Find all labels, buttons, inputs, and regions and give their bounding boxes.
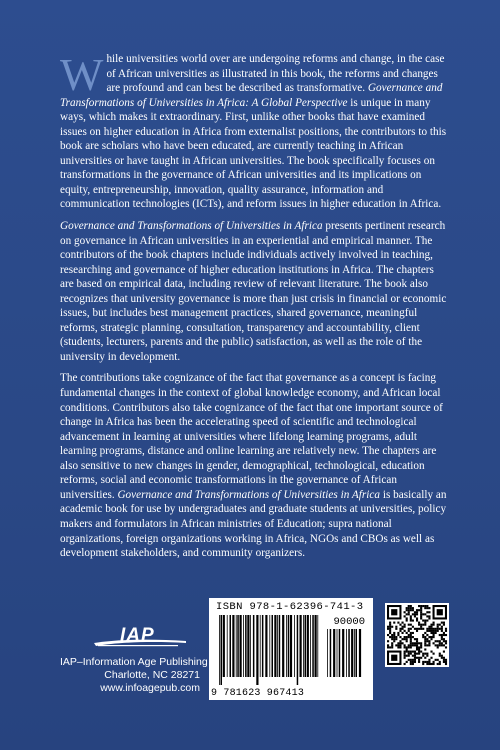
- blurb-paragraph-3: [60, 371, 448, 560]
- price-code: 90000: [333, 616, 365, 628]
- blurb-paragraph-1: [60, 49, 448, 212]
- logo-text: IAP: [120, 625, 155, 646]
- publisher-city: Charlotte, NC 28271: [104, 669, 200, 681]
- blurb-text: The contributions take cognizance of the fact that governance as a concept is facing fundamental changes in the context of global knowledge economy, and African local conditions. Contributors also take cognizance of the fact that one important source of change in Africa has been the accelerating speed of scientific and technological advancement in learning at universities where lifelong learning programs, adult learning programs, distance and online learning are relatively new. The chapters are also sensitive to new changes in gender, demographical, technological, education reforms, social and economic transformations in the governance of African universities.: [60, 372, 443, 501]
- isbn-label: ISBN 978-1-62396-741-3: [216, 601, 364, 613]
- blurb-text: is basically an academic book for use by undergraduates and graduate students at universities, policy makers and formulators in African ministries of Education; supra national organizations, foreign organizations working in Africa, NGOs and CBOs as well as development stakeholders, and community organizers.: [60, 488, 447, 560]
- publisher-name: IAP–Information Age Publishing: [60, 656, 208, 668]
- publisher-info: [60, 656, 208, 695]
- barcode-bars-icon: [219, 615, 319, 685]
- book-title-italic: Governance and Transformations of Universities in Africa: [117, 488, 381, 501]
- book-title-italic: Governance and Transformations of Universities in Africa: A Global Perspective: [60, 82, 443, 109]
- book-title-italic: Governance and Transformations of Universities in Africa: [60, 220, 323, 233]
- qr-code: [385, 603, 449, 667]
- iap-logo: [94, 625, 186, 651]
- back-cover-blurb: [60, 49, 448, 568]
- blurb-text: is unique in many ways, which makes it extraordinary. First, unlike other books that have examined issues on higher education in Africa from externalist positions, the contributors to this book are scholars who have been educated, are currently teaching in African universities or have taught in African universities. The book specifically focuses on transformations in the governance of African universities and its implications on equity, entrepreneurship, innovation, quality assurance, information and communication technologies (ICTs), and reform issues in higher education in Africa.: [60, 96, 447, 211]
- publisher-logo: [60, 625, 210, 651]
- drop-cap: W: [60, 49, 104, 100]
- blurb-text: hile universities world over are undergoing reforms and change, in the case of African universities as illustrated in this book, the reforms and changes are profound and can best be described as transformative.: [106, 53, 445, 95]
- blurb-paragraph-2: [60, 219, 448, 364]
- barcode-number: 9 781623 967413: [211, 688, 305, 699]
- publisher-url: www.infoagepub.com: [100, 682, 200, 694]
- isbn-barcode: [209, 598, 373, 700]
- blurb-text: presents pertinent research on governance in African universities in an experiential and empirical manner. The contributors of the book chapters include individuals actively involved in teaching, researching and governance of higher education institutions in Africa. The chapters are based on empirical data, including review of relevant literature. The book also recognizes that university governance is more than just crisis in financial or economic issues, but includes best management practices, shared governance, meaningful reforms, strategic planning, consultation, transparency and accountability, client (students, lecturers, parents and the public) satisfaction, as well as the role of the university in development.: [60, 220, 447, 363]
- qr-code-icon: [385, 603, 449, 667]
- barcode-addon-bars-icon: [327, 629, 363, 685]
